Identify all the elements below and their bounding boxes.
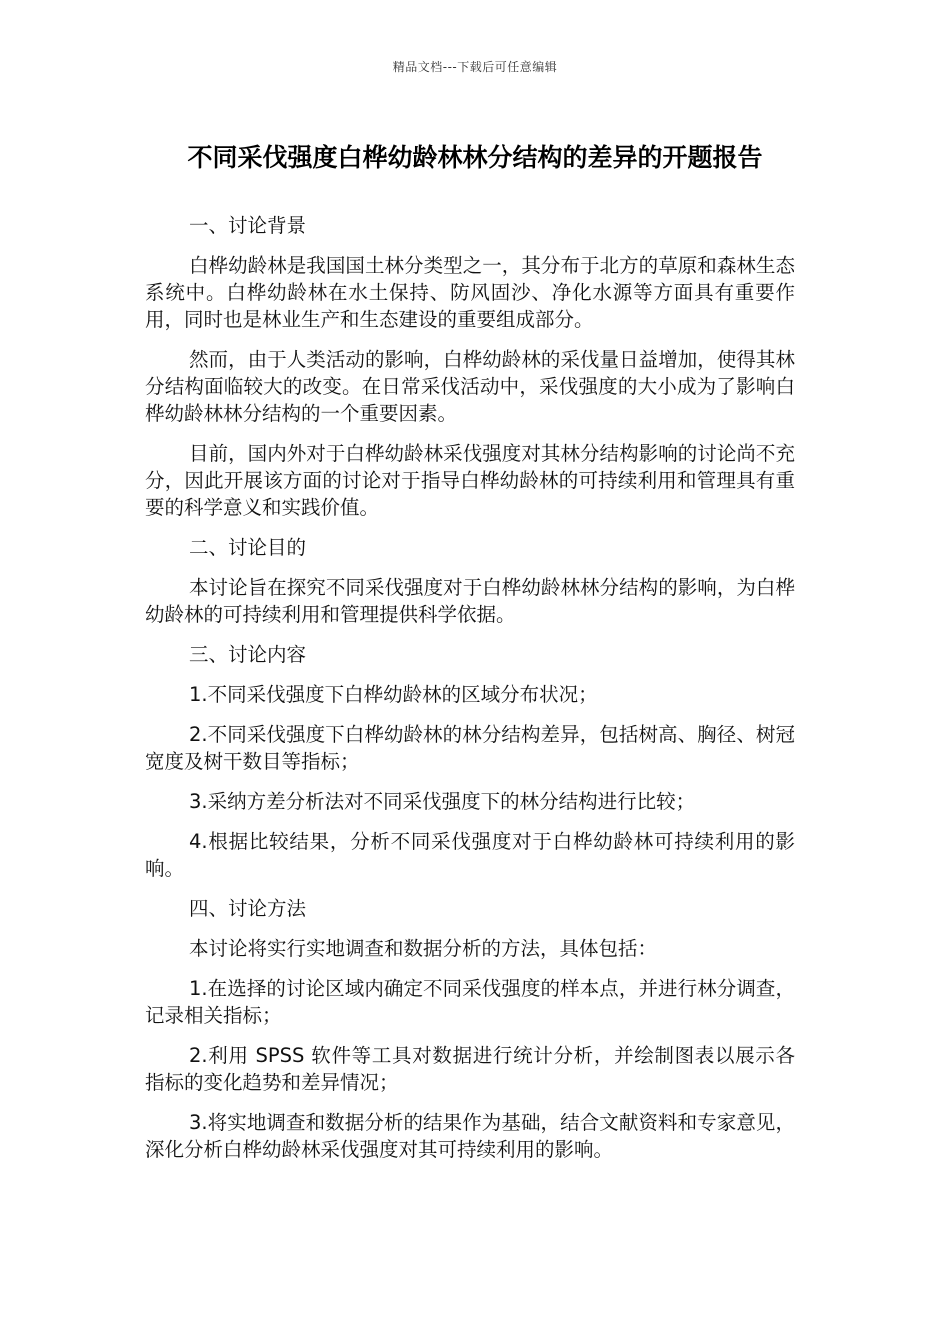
paragraph: 本讨论将实行实地调查和数据分析的方法，具体包括： [189, 937, 658, 960]
paragraph: 目前，国内外对于白桦幼龄林采伐强度对其林分结构影响的讨论尚不充分，因此开展该方面的讨论对于指导白桦幼龄林的可持续利用和管理具有重要的科学意义和实践价值。 [145, 442, 795, 519]
document-body [145, 212, 795, 1176]
list-item: 2.利用 SPSS 软件等工具对数据进行统计分析，并绘制图表以展示各指标的变化趋势和差异情况； [145, 1044, 795, 1094]
document-title: 不同采伐强度白桦幼龄林林分结构的差异的开题报告 [187, 143, 763, 172]
section-heading-methods: 四、讨论方法 [189, 897, 307, 920]
list-item: 2.不同采伐强度下白桦幼龄林的林分结构差异，包括树高、胸径、树冠宽度及树干数目等指标； [145, 723, 795, 773]
list-item: 4.根据比较结果，分析不同采伐强度对于白桦幼龄林可持续利用的影响。 [145, 830, 795, 880]
list-item: 3.采纳方差分析法对不同采伐强度下的林分结构进行比较； [189, 790, 696, 813]
section-heading-background: 一、讨论背景 [189, 214, 307, 237]
list-item: 3.将实地调查和数据分析的结果作为基础，结合文献资料和专家意见，深化分析白桦幼龄林采伐强度对其可持续利用的影响。 [145, 1111, 795, 1161]
section-heading-content: 三、讨论内容 [189, 643, 307, 666]
header-note: 精品文档---下载后可任意编辑 [392, 60, 558, 74]
list-item: 1.不同采伐强度下白桦幼龄林的区域分布状况； [189, 683, 598, 706]
list-item: 1.在选择的讨论区域内确定不同采伐强度的样本点，并进行林分调查，记录相关指标； [145, 977, 795, 1027]
paragraph: 本讨论旨在探究不同采伐强度对于白桦幼龄林林分结构的影响，为白桦幼龄林的可持续利用和管理提供科学依据。 [145, 576, 795, 626]
section-heading-purpose: 二、讨论目的 [189, 536, 307, 559]
paragraph: 然而，由于人类活动的影响，白桦幼龄林的采伐量日益增加，使得其林分结构面临较大的改变。在日常采伐活动中，采伐强度的大小成为了影响白桦幼龄林林分结构的一个重要因素。 [145, 348, 795, 425]
paragraph: 白桦幼龄林是我国国土林分类型之一，其分布于北方的草原和森林生态系统中。白桦幼龄林在水土保持、防风固沙、净化水源等方面具有重要作用，同时也是林业生产和生态建设的重要组成部分。 [145, 254, 795, 331]
